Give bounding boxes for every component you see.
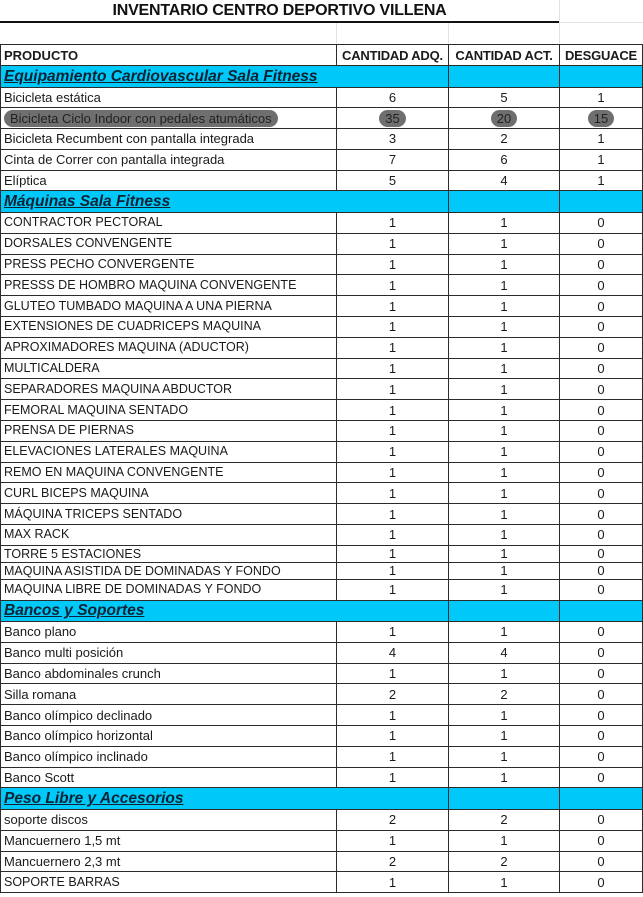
section-header-row xyxy=(1,600,643,622)
product-cell[interactable]: TORRE 5 ESTACIONES xyxy=(1,545,337,562)
table-row xyxy=(1,129,643,150)
table-row xyxy=(1,726,643,747)
cantidad-adq-cell[interactable]: 2 xyxy=(337,809,449,830)
table-row xyxy=(1,545,643,562)
cantidad-act-cell[interactable]: 6 xyxy=(449,149,560,170)
table-row xyxy=(1,212,643,233)
highlight-mark: 15 xyxy=(588,110,614,127)
section-blank-act-cell[interactable] xyxy=(449,600,560,622)
product-cell[interactable]: Banco plano xyxy=(1,622,337,643)
desguace-cell[interactable]: 0 xyxy=(560,337,643,358)
table-row xyxy=(1,705,643,726)
desguace-cell[interactable]: 0 xyxy=(560,746,643,767)
section-blank-desguace-cell[interactable] xyxy=(560,191,643,213)
product-cell[interactable]: ELEVACIONES LATERALES MAQUINA xyxy=(1,441,337,462)
cantidad-adq-cell[interactable]: 1 xyxy=(337,726,449,747)
table-row xyxy=(1,562,643,579)
desguace-cell[interactable]: 0 xyxy=(560,830,643,851)
table-row xyxy=(1,254,643,275)
desguace-cell[interactable]: 0 xyxy=(560,400,643,421)
cantidad-adq-cell[interactable]: 1 xyxy=(337,545,449,562)
product-cell[interactable]: PRESS PECHO CONVERGENTE xyxy=(1,254,337,275)
product-cell[interactable]: Banco multi posición xyxy=(1,642,337,663)
product-cell[interactable]: MULTICALDERA xyxy=(1,358,337,379)
cantidad-act-cell[interactable]: 1 xyxy=(449,462,560,483)
desguace-cell[interactable]: 0 xyxy=(560,622,643,643)
desguace-cell[interactable] xyxy=(560,108,643,129)
cantidad-adq-cell[interactable]: 1 xyxy=(337,830,449,851)
cantidad-act-cell[interactable]: 1 xyxy=(449,767,560,788)
table-row xyxy=(1,851,643,872)
cantidad-adq-cell[interactable]: 7 xyxy=(337,149,449,170)
desguace-cell[interactable]: 0 xyxy=(560,767,643,788)
cantidad-adq-cell[interactable]: 1 xyxy=(337,663,449,684)
product-cell[interactable]: Banco olímpico horizontal xyxy=(1,726,337,747)
product-cell[interactable]: SOPORTE BARRAS xyxy=(1,872,337,893)
desguace-cell[interactable]: 0 xyxy=(560,524,643,545)
cantidad-act-cell[interactable]: 2 xyxy=(449,809,560,830)
cantidad-adq-cell[interactable]: 4 xyxy=(337,642,449,663)
desguace-cell[interactable]: 0 xyxy=(560,212,643,233)
cantidad-act-cell[interactable]: 1 xyxy=(449,233,560,254)
desguace-cell[interactable]: 0 xyxy=(560,562,643,579)
desguace-cell[interactable]: 0 xyxy=(560,316,643,337)
desguace-cell[interactable]: 0 xyxy=(560,441,643,462)
product-cell[interactable]: Mancuernero 2,3 mt xyxy=(1,851,337,872)
product-cell[interactable]: Cinta de Correr con pantalla integrada xyxy=(1,149,337,170)
table-row xyxy=(1,872,643,893)
product-cell[interactable]: PRENSA DE PIERNAS xyxy=(1,420,337,441)
cantidad-adq-cell[interactable]: 1 xyxy=(337,212,449,233)
highlight-mark: 35 xyxy=(379,110,405,127)
product-cell[interactable]: Silla romana xyxy=(1,684,337,705)
product-cell[interactable]: Banco olímpico inclinado xyxy=(1,746,337,767)
cantidad-adq-cell[interactable]: 1 xyxy=(337,337,449,358)
desguace-cell[interactable]: 1 xyxy=(560,170,643,191)
desguace-cell[interactable]: 0 xyxy=(560,872,643,893)
cantidad-act-cell[interactable]: 1 xyxy=(449,663,560,684)
product-cell[interactable]: Banco olímpico declinado xyxy=(1,705,337,726)
title-underline xyxy=(0,21,559,23)
cantidad-act-cell[interactable]: 2 xyxy=(449,684,560,705)
section-header-row xyxy=(1,788,643,810)
section-title[interactable]: Máquinas Sala Fitness xyxy=(1,191,449,213)
cantidad-act-cell[interactable]: 1 xyxy=(449,296,560,317)
desguace-cell[interactable]: 1 xyxy=(560,149,643,170)
table-row xyxy=(1,746,643,767)
header-desguace[interactable]: DESGUACE xyxy=(560,45,643,66)
product-cell[interactable]: Mancuernero 1,5 mt xyxy=(1,830,337,851)
table-row xyxy=(1,170,643,191)
inventory-table xyxy=(0,44,643,893)
highlight-mark: 20 xyxy=(491,110,517,127)
cantidad-act-cell[interactable]: 2 xyxy=(449,129,560,150)
table-row xyxy=(1,316,643,337)
gridline xyxy=(336,22,337,44)
section-title[interactable]: Equipamiento Cardiovascular Sala Fitness xyxy=(1,66,449,88)
desguace-cell[interactable]: 0 xyxy=(560,642,643,663)
table-row xyxy=(1,462,643,483)
gridline xyxy=(448,22,449,44)
sheet-title[interactable]: INVENTARIO CENTRO DEPORTIVO VILLENA xyxy=(112,2,447,19)
cantidad-adq-cell[interactable]: 1 xyxy=(337,462,449,483)
cantidad-adq-cell[interactable]: 1 xyxy=(337,767,449,788)
product-cell[interactable]: MAQUINA ASISTIDA DE DOMINADAS Y FONDO xyxy=(1,562,337,579)
cantidad-adq-cell[interactable]: 1 xyxy=(337,358,449,379)
table-row xyxy=(1,809,643,830)
cantidad-act-cell[interactable]: 1 xyxy=(449,441,560,462)
desguace-cell[interactable]: 0 xyxy=(560,379,643,400)
cantidad-adq-cell[interactable]: 1 xyxy=(337,562,449,579)
section-header-row xyxy=(1,66,643,88)
desguace-cell[interactable]: 0 xyxy=(560,296,643,317)
table-row xyxy=(1,296,643,317)
desguace-cell[interactable]: 0 xyxy=(560,462,643,483)
cantidad-adq-cell[interactable]: 2 xyxy=(337,851,449,872)
table-row xyxy=(1,420,643,441)
section-blank-act-cell[interactable] xyxy=(449,191,560,213)
table-row xyxy=(1,358,643,379)
cantidad-act-cell[interactable]: 1 xyxy=(449,420,560,441)
cantidad-act-cell[interactable]: 2 xyxy=(449,851,560,872)
table-row xyxy=(1,579,643,600)
cantidad-act-cell[interactable]: 1 xyxy=(449,379,560,400)
cantidad-adq-cell[interactable]: 1 xyxy=(337,504,449,525)
desguace-cell[interactable]: 0 xyxy=(560,483,643,504)
cantidad-act-cell[interactable]: 1 xyxy=(449,746,560,767)
product-cell[interactable]: REMO EN MAQUINA CONVENGENTE xyxy=(1,462,337,483)
cantidad-adq-cell[interactable]: 3 xyxy=(337,129,449,150)
table-row xyxy=(1,108,643,129)
section-blank-desguace-cell[interactable] xyxy=(560,66,643,88)
cantidad-act-cell[interactable]: 1 xyxy=(449,830,560,851)
table-row xyxy=(1,622,643,643)
cantidad-act-cell[interactable]: 1 xyxy=(449,872,560,893)
table-row xyxy=(1,400,643,421)
desguace-cell[interactable]: 0 xyxy=(560,545,643,562)
desguace-cell[interactable]: 0 xyxy=(560,851,643,872)
cantidad-act-cell[interactable]: 1 xyxy=(449,705,560,726)
desguace-cell[interactable]: 0 xyxy=(560,809,643,830)
product-cell[interactable]: MÁQUINA TRICEPS SENTADO xyxy=(1,504,337,525)
cantidad-adq-cell[interactable]: 1 xyxy=(337,483,449,504)
cantidad-adq-cell[interactable]: 1 xyxy=(337,296,449,317)
cantidad-act-cell[interactable]: 1 xyxy=(449,504,560,525)
table-row xyxy=(1,524,643,545)
product-cell[interactable]: GLUTEO TUMBADO MAQUINA A UNA PIERNA xyxy=(1,296,337,317)
cantidad-act-cell[interactable]: 1 xyxy=(449,562,560,579)
cantidad-adq-cell[interactable]: 1 xyxy=(337,400,449,421)
gridline xyxy=(559,22,643,23)
cantidad-adq-cell[interactable]: 1 xyxy=(337,524,449,545)
table-row xyxy=(1,830,643,851)
cantidad-adq-cell[interactable]: 1 xyxy=(337,746,449,767)
table-row xyxy=(1,483,643,504)
desguace-cell[interactable]: 0 xyxy=(560,233,643,254)
header-producto[interactable]: PRODUCTO xyxy=(1,45,337,66)
table-body xyxy=(1,66,643,893)
header-cantidad-adq[interactable]: CANTIDAD ADQ. xyxy=(337,45,449,66)
product-cell[interactable]: CURL BICEPS MAQUINA xyxy=(1,483,337,504)
cantidad-act-cell[interactable] xyxy=(449,108,560,129)
section-header-row xyxy=(1,191,643,213)
cantidad-act-cell[interactable]: 1 xyxy=(449,726,560,747)
product-cell[interactable]: FEMORAL MAQUINA SENTADO xyxy=(1,400,337,421)
section-blank-desguace-cell[interactable] xyxy=(560,788,643,810)
cantidad-adq-cell[interactable]: 1 xyxy=(337,316,449,337)
cantidad-adq-cell[interactable]: 1 xyxy=(337,872,449,893)
section-title[interactable]: Peso Libre y Accesorios xyxy=(1,788,449,810)
cantidad-adq-cell[interactable]: 1 xyxy=(337,254,449,275)
product-cell[interactable]: EXTENSIONES DE CUADRICEPS MAQUINA xyxy=(1,316,337,337)
cantidad-adq-cell[interactable]: 1 xyxy=(337,379,449,400)
desguace-cell[interactable]: 1 xyxy=(560,129,643,150)
table-row xyxy=(1,149,643,170)
product-cell[interactable]: APROXIMADORES MAQUINA (ADUCTOR) xyxy=(1,337,337,358)
desguace-cell[interactable]: 0 xyxy=(560,254,643,275)
product-cell[interactable]: Elíptica xyxy=(1,170,337,191)
table-row xyxy=(1,767,643,788)
desguace-cell[interactable]: 0 xyxy=(560,504,643,525)
section-title[interactable]: Bancos y Soportes xyxy=(1,600,449,622)
desguace-cell[interactable]: 0 xyxy=(560,663,643,684)
cantidad-act-cell[interactable]: 1 xyxy=(449,275,560,296)
product-cell[interactable] xyxy=(1,108,337,129)
table-row xyxy=(1,87,643,108)
table-row xyxy=(1,663,643,684)
cantidad-act-cell[interactable]: 1 xyxy=(449,622,560,643)
cantidad-act-cell[interactable]: 5 xyxy=(449,87,560,108)
cantidad-act-cell[interactable]: 1 xyxy=(449,483,560,504)
product-cell[interactable]: Bicicleta estática xyxy=(1,87,337,108)
product-cell[interactable]: CONTRACTOR PECTORAL xyxy=(1,212,337,233)
product-cell[interactable]: Banco Scott xyxy=(1,767,337,788)
cantidad-act-cell[interactable]: 4 xyxy=(449,170,560,191)
cantidad-act-cell[interactable]: 1 xyxy=(449,579,560,600)
cantidad-adq-cell[interactable]: 1 xyxy=(337,622,449,643)
cantidad-adq-cell[interactable]: 1 xyxy=(337,705,449,726)
cantidad-adq-cell[interactable]: 1 xyxy=(337,579,449,600)
product-cell[interactable]: DORSALES CONVENGENTE xyxy=(1,233,337,254)
desguace-cell[interactable]: 0 xyxy=(560,705,643,726)
section-blank-desguace-cell[interactable] xyxy=(560,600,643,622)
product-cell[interactable]: MAX RACK xyxy=(1,524,337,545)
header-cantidad-act[interactable]: CANTIDAD ACT. xyxy=(449,45,560,66)
section-blank-act-cell[interactable] xyxy=(449,788,560,810)
product-cell[interactable]: SEPARADORES MAQUINA ABDUCTOR xyxy=(1,379,337,400)
cantidad-act-cell[interactable]: 1 xyxy=(449,400,560,421)
cantidad-act-cell[interactable]: 1 xyxy=(449,254,560,275)
cantidad-act-cell[interactable]: 1 xyxy=(449,545,560,562)
desguace-cell[interactable]: 0 xyxy=(560,420,643,441)
desguace-cell[interactable]: 0 xyxy=(560,579,643,600)
cantidad-act-cell[interactable]: 1 xyxy=(449,212,560,233)
cantidad-act-cell[interactable]: 1 xyxy=(449,316,560,337)
table-row xyxy=(1,275,643,296)
section-blank-act-cell[interactable] xyxy=(449,66,560,88)
cantidad-act-cell[interactable]: 1 xyxy=(449,358,560,379)
table-row xyxy=(1,684,643,705)
header-row xyxy=(1,45,643,66)
table-row xyxy=(1,233,643,254)
cantidad-adq-cell[interactable]: 1 xyxy=(337,233,449,254)
cantidad-adq-cell[interactable] xyxy=(337,108,449,129)
table-row xyxy=(1,441,643,462)
desguace-cell[interactable]: 0 xyxy=(560,726,643,747)
product-cell[interactable]: MAQUINA LIBRE DE DOMINADAS Y FONDO xyxy=(1,579,337,600)
cantidad-act-cell[interactable]: 4 xyxy=(449,642,560,663)
cantidad-adq-cell[interactable]: 6 xyxy=(337,87,449,108)
cantidad-adq-cell[interactable]: 5 xyxy=(337,170,449,191)
product-cell[interactable]: soporte discos xyxy=(1,809,337,830)
cantidad-adq-cell[interactable]: 2 xyxy=(337,684,449,705)
product-cell[interactable]: Banco abdominales crunch xyxy=(1,663,337,684)
product-cell[interactable]: PRESSS DE HOMBRO MAQUINA CONVENGENTE xyxy=(1,275,337,296)
cantidad-adq-cell[interactable]: 1 xyxy=(337,420,449,441)
desguace-cell[interactable]: 0 xyxy=(560,275,643,296)
table-row xyxy=(1,379,643,400)
table-row xyxy=(1,504,643,525)
product-cell[interactable]: Bicicleta Recumbent con pantalla integrada xyxy=(1,129,337,150)
cantidad-act-cell[interactable]: 1 xyxy=(449,524,560,545)
desguace-cell[interactable]: 1 xyxy=(560,87,643,108)
desguace-cell[interactable]: 0 xyxy=(560,684,643,705)
cantidad-adq-cell[interactable]: 1 xyxy=(337,275,449,296)
desguace-cell[interactable]: 0 xyxy=(560,358,643,379)
table-row xyxy=(1,642,643,663)
table-row xyxy=(1,337,643,358)
cantidad-act-cell[interactable]: 1 xyxy=(449,337,560,358)
cantidad-adq-cell[interactable]: 1 xyxy=(337,441,449,462)
highlight-mark: Bicicleta Ciclo Indoor con pedales atumáticos xyxy=(4,110,278,127)
